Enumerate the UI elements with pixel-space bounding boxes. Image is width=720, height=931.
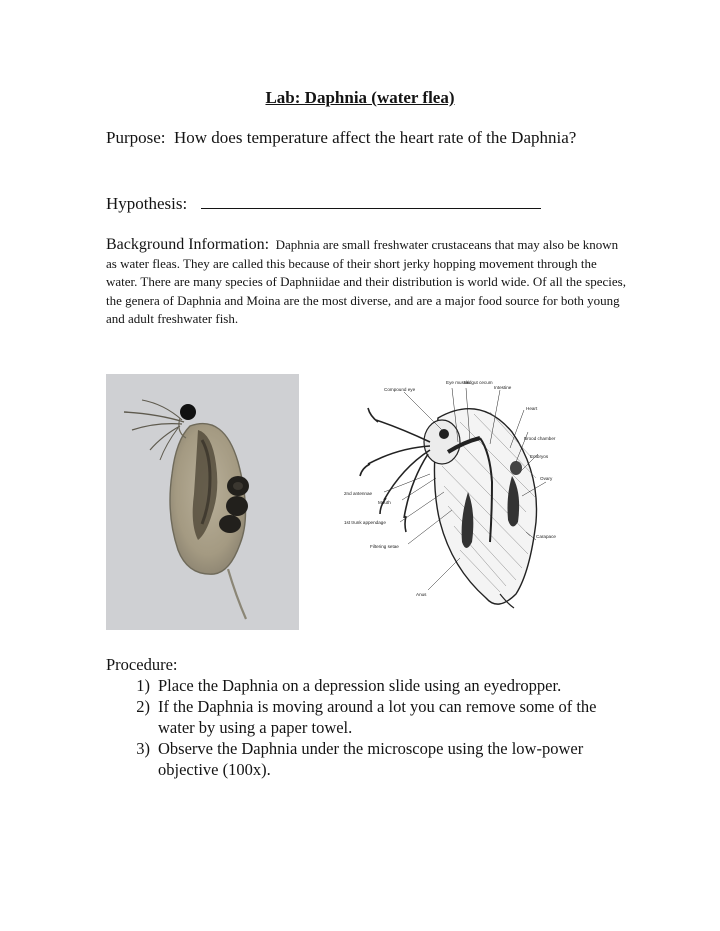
diagram-label-carapace: Carapace xyxy=(536,534,556,539)
hypothesis-section xyxy=(106,194,541,214)
diagram-label-midgut-cecum: Midgut cecum xyxy=(464,380,493,385)
procedure-step xyxy=(106,696,626,738)
procedure-list xyxy=(106,675,626,780)
diagram-label-eye-muscle: Eye muscle xyxy=(446,380,470,385)
procedure-step-text: Place the Daphnia on a depression slide using an eyedropper. xyxy=(158,676,562,695)
procedure-step xyxy=(106,675,626,696)
diagram-label-first-trunk-appendage: 1st trunk appendage xyxy=(344,520,386,525)
diagram-label-second-antennae: 2nd antennae xyxy=(344,491,373,496)
procedure-section xyxy=(106,654,626,780)
background-label: Background Information: xyxy=(106,236,270,253)
page-title: Lab: Daphnia (water flea) xyxy=(265,88,455,107)
diagram-label-ovary: Ovary xyxy=(540,476,553,481)
diagram-label-filtering-setae: Filtering setae xyxy=(370,544,399,549)
diagram-label-embryos: Embryos xyxy=(530,454,549,459)
diagram-label-compound-eye: Compound eye xyxy=(384,387,416,392)
procedure-step xyxy=(106,738,626,780)
diagram-label-anus: Anus xyxy=(416,592,427,597)
background-text: Daphnia are small freshwater crustaceans that may also be known as water fleas. They are called this because of their short jerky hopping movement through the water. There are many species of Daphniidae and their distribution is world wide. Of all the species, the genera of Daphnia and Moina are the most diverse, and are a major food source for both young and adult freshwater fish. xyxy=(106,237,626,326)
diagram-label-heart: Heart xyxy=(526,406,538,411)
hypothesis-blank-line xyxy=(201,194,541,209)
procedure-label: Procedure: xyxy=(106,655,178,674)
hypothesis-label: Hypothesis: xyxy=(106,194,188,213)
procedure-step-text: If the Daphnia is moving around a lot you can remove some of the water by using a paper towel. xyxy=(158,697,597,737)
procedure-step-number: 1) xyxy=(136,676,150,695)
purpose-text: How does temperature affect the heart rate of the Daphnia? xyxy=(174,128,577,147)
procedure-step-text: Observe the Daphnia under the microscope using the low-power objective (100x). xyxy=(158,739,584,779)
procedure-step-number: 2) xyxy=(136,697,150,716)
diagram-label-brood-chamber: Brood chamber xyxy=(524,436,556,441)
background-section xyxy=(106,236,626,329)
daphnia-photo xyxy=(106,374,299,630)
diagram-label-mouth: Mouth xyxy=(378,500,391,505)
diagram-label-intestine: Intestine xyxy=(494,385,512,390)
purpose-label: Purpose: xyxy=(106,128,166,147)
procedure-step-number: 3) xyxy=(136,739,150,758)
daphnia-anatomy-diagram xyxy=(340,372,580,612)
purpose-section xyxy=(106,127,606,148)
